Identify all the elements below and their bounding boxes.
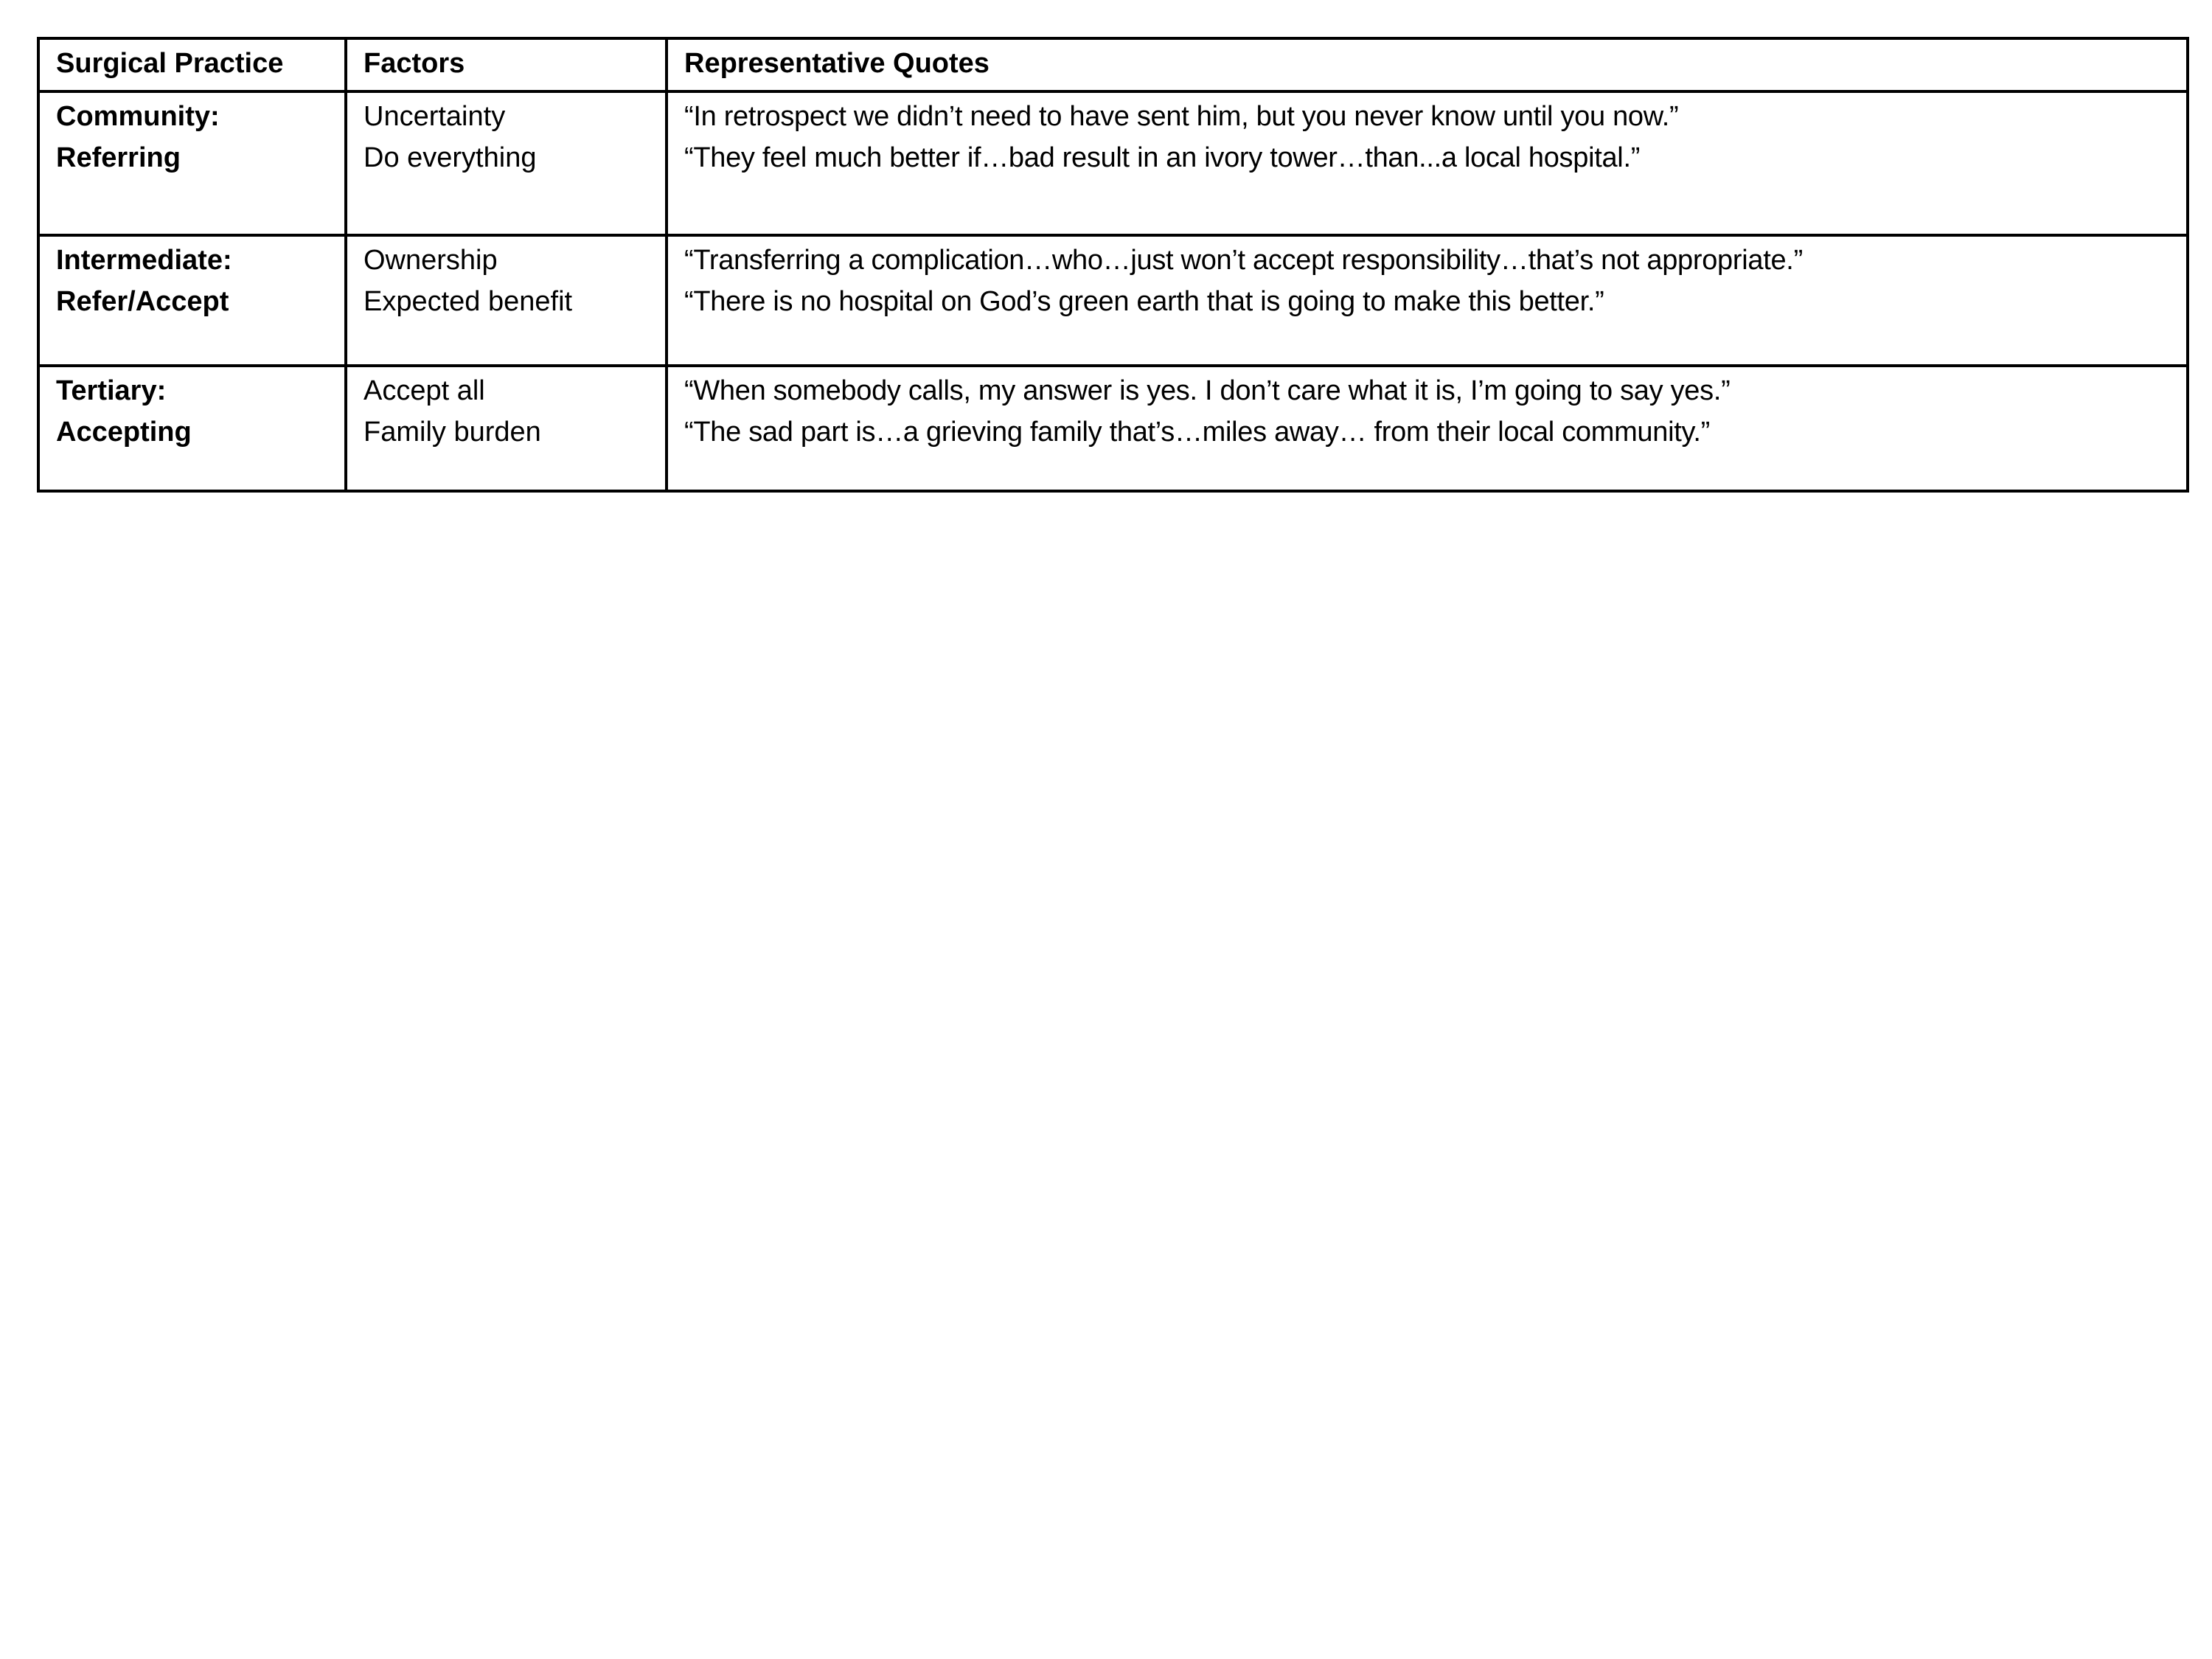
quote-item: “In retrospect we didn’t need to have sent him, but you never know until you now.” (684, 101, 1679, 132)
header-factors: Factors (346, 38, 667, 91)
quote-item: “They feel much better if…bad result in an ivory tower…than...a local hospital.” (684, 142, 1641, 173)
practice-label: Community: (56, 101, 220, 132)
quote-item: “Transferring a complication…who…just won’t accept responsibility…that’s not appropriate.” (684, 245, 1803, 276)
header-surgical-practice: Surgical Practice (38, 38, 346, 91)
surgical-practice-quotes-table (37, 37, 2189, 493)
quotes-cell (667, 366, 2188, 491)
table-row-intermediate (38, 235, 2188, 366)
practice-label: Intermediate: (56, 245, 232, 276)
factor-item: Uncertainty (364, 101, 506, 132)
factor-item: Do everything (364, 142, 537, 173)
factor-item: Ownership (364, 245, 498, 276)
table-header-row (38, 38, 2188, 91)
practice-cell (38, 91, 346, 235)
factor-item: Accept all (364, 375, 485, 406)
quotes-cell (667, 91, 2188, 235)
quote-item: “The sad part is…a grieving family that’s…miles away… from their local community.” (684, 417, 1710, 448)
practice-role: Refer/Accept (56, 286, 229, 317)
table-row-tertiary (38, 366, 2188, 491)
quote-item: “When somebody calls, my answer is yes. I don’t care what it is, I’m going to say yes.” (684, 375, 1731, 406)
practice-label: Tertiary: (56, 375, 167, 406)
table-row-community (38, 91, 2188, 235)
factor-item: Family burden (364, 417, 541, 448)
factors-cell (346, 91, 667, 235)
quotes-cell (667, 235, 2188, 366)
practice-cell (38, 235, 346, 366)
factor-item: Expected benefit (364, 286, 573, 317)
quote-item: “There is no hospital on God’s green earth that is going to make this better.” (684, 286, 1604, 317)
header-representative-quotes: Representative Quotes (667, 38, 2188, 91)
practice-role: Referring (56, 142, 181, 173)
factors-cell (346, 366, 667, 491)
practice-cell (38, 366, 346, 491)
practice-role: Accepting (56, 417, 192, 448)
factors-cell (346, 235, 667, 366)
